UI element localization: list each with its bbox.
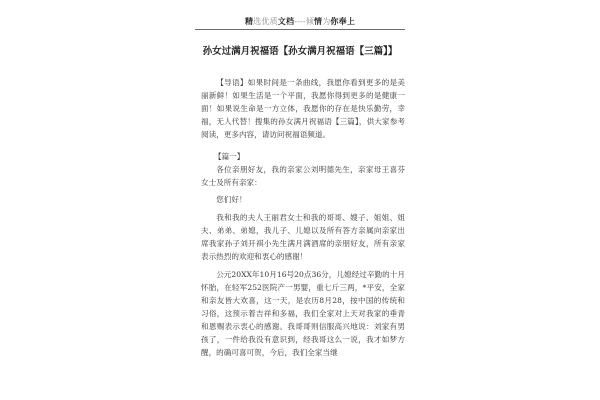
header-text: 倾 [305,17,315,26]
header-text: 选优质 [253,17,278,26]
header-text: 情 [314,16,323,26]
document-title: 孙女过满月祝福语【孙女满月祝福语【三篇】】 [202,46,398,57]
header-divider [195,29,405,30]
body-paragraph: 我和我的夫人王丽君女士和我的哥哥、嫂子、姐姐、姐夫、弟弟、弟媳，我儿子、儿媳以及所有答方亲属向亲家出席我家孙子刘开祺小先生满月满酒席的亲朋好友，所有亲家表示热烈的欢迎和衷心的感谢！ [201,213,405,261]
section-label: 【篇一】 [214,152,245,161]
body-paragraph: 您们好！ [216,195,247,204]
document-header [0,16,600,27]
header-text: ---- [294,17,306,26]
document-body [201,76,405,359]
header-text: 你奉上 [330,16,356,26]
body-paragraph: 公元20XX年10月16号20点36分，儿媳经过辛勤的十月怀胎，在轻军252医院产一男婴，重七斤三两，*平安，全家和亲友皆大欢喜，这一天，是农历8月28，按中国的传统和习俗，这预示着吉祥和多福，我们全家对上天对我家的垂青和恩赐表示衷心的感谢。我哥哥则信服高兴地说：刘家有男孩了，一件给我没有意识到，经我哥这么一说，我才如梦方醒，的确可喜可贺，今后，我们全家当继 [201,270,405,357]
intro-paragraph: 【导语】如果时间是一条曲线，我愿你看到更多的是美丽新鲜！如果生活是一个平面，我愿你得到更多的是健康一面！如果说生命是一方立体，我愿你的存在是快乐勤劳，幸福，无人代替！搜集的孙女满月祝福语【三篇】，供大家参考阅读，更多内容，请访问祝福语频道。 [201,78,405,139]
paragraph-gap [201,141,405,150]
header-text: 精 [244,16,254,26]
header-text: 文档 [277,16,295,26]
body-paragraph: 各位亲朋好友，我的亲家公刘明德先生，亲家母王喜芬女士及所有亲家： [201,165,405,187]
header-text: 为 [322,17,331,26]
